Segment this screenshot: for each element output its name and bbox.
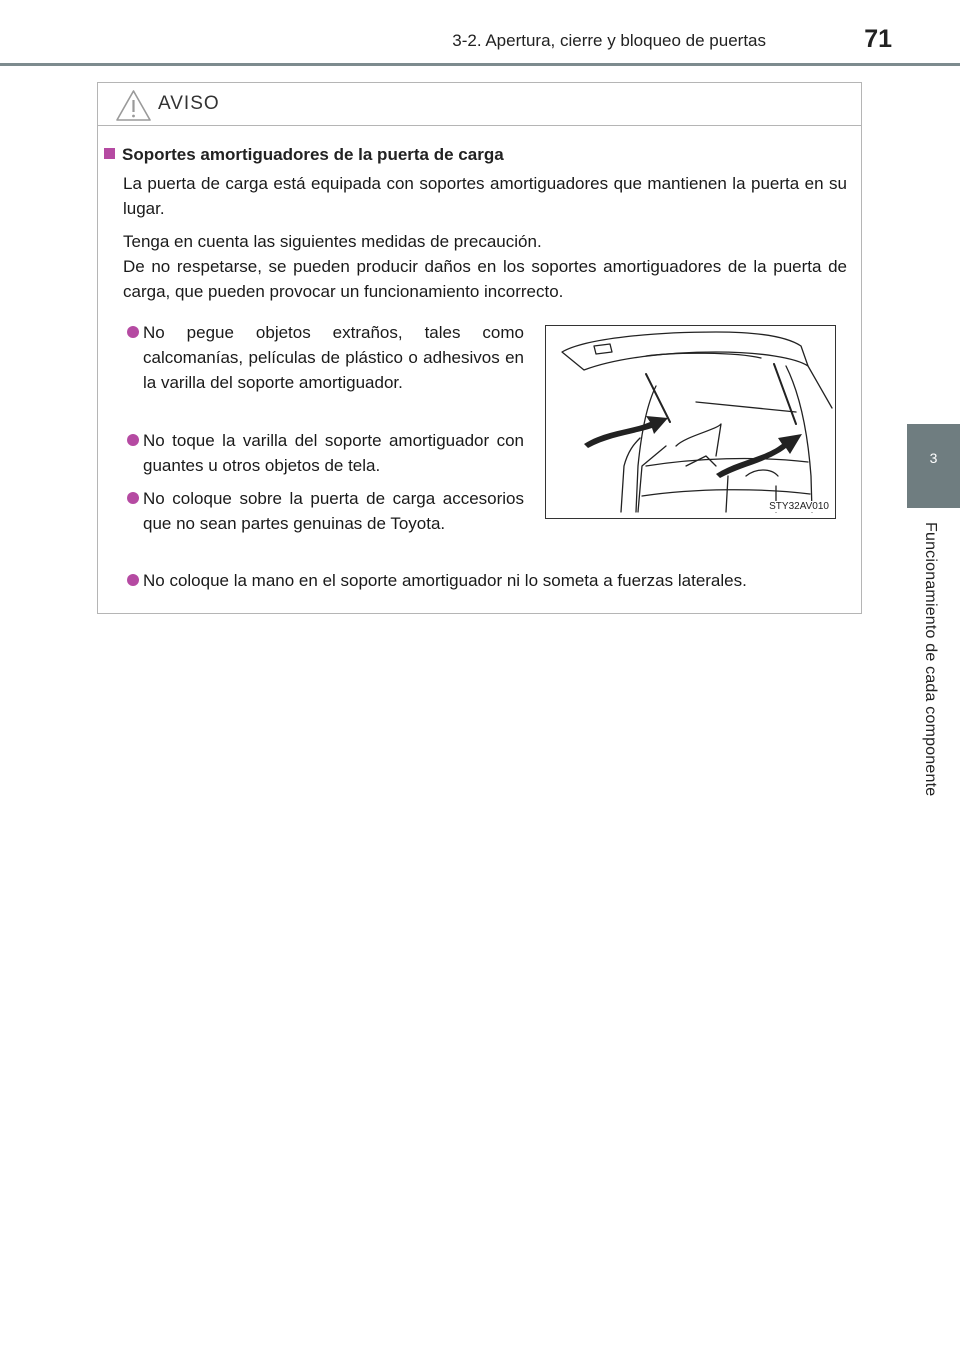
bullet-text: No toque la varilla del soporte amortiguador con guantes u otros objetos de tela. [143, 431, 524, 475]
section-heading [104, 145, 504, 165]
paragraph: Tenga en cuenta las siguientes medidas de precaución. [123, 232, 542, 251]
bullet-icon [127, 492, 139, 504]
warning-title: AVISO [158, 93, 220, 114]
header-rule [0, 63, 960, 66]
tailgate-drawing [546, 326, 835, 518]
chapter-tab [907, 424, 960, 508]
bullet-icon [127, 434, 139, 446]
chapter-title: Funcionamiento de cada componente [922, 522, 939, 797]
bullet-text: No pegue objetos extraños, tales como calcomanías, películas de plástico o adhesivos en la varilla del soporte amortiguador. [143, 323, 524, 392]
warning-header [98, 83, 861, 126]
header-section-title: 3-2. Apertura, cierre y bloqueo de puertas [452, 31, 766, 50]
warning-triangle-icon [115, 89, 152, 122]
bullet-item [103, 568, 863, 593]
chapter-number: 3 [929, 450, 938, 466]
figure-code: STY32AV010 [769, 501, 829, 512]
paragraph: La puerta de carga está equipada con soportes amortiguadores que mantienen la puerta en su lugar. [123, 174, 847, 218]
paragraph: De no respetarse, se pueden producir daños en los soportes amortiguadores de la puerta de carga, que pueden provocar un funcionamiento incorrecto. [123, 257, 847, 301]
bullet-icon [127, 326, 139, 338]
heading-marker-icon [104, 148, 115, 159]
bullet-item [103, 486, 524, 536]
tailgate-illustration [545, 325, 836, 519]
warning-box [97, 82, 862, 614]
bullet-item [103, 320, 524, 395]
section-heading-text: Soportes amortiguadores de la puerta de carga [122, 145, 504, 164]
bullet-text: No coloque la mano en el soporte amortiguador ni lo someta a fuerzas laterales. [143, 571, 747, 590]
page-number: 71 [864, 25, 892, 53]
bullet-text: No coloque sobre la puerta de carga accesorios que no sean partes genuinas de Toyota. [143, 489, 524, 533]
bullet-icon [127, 574, 139, 586]
bullet-item [103, 428, 524, 478]
